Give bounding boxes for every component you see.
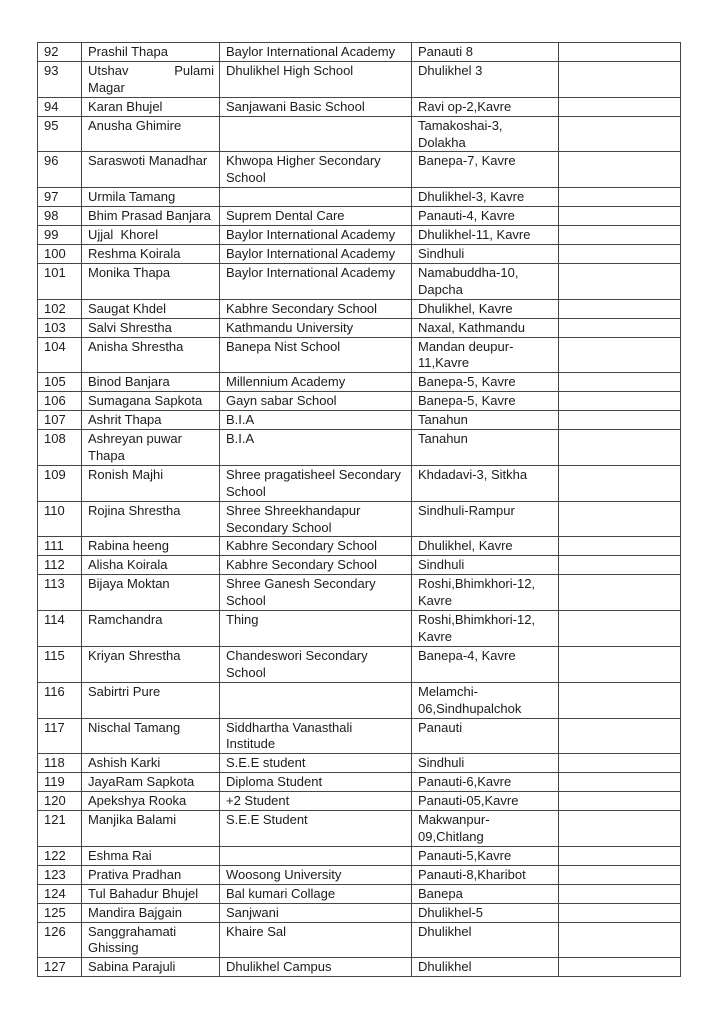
cell-blank xyxy=(559,97,681,116)
cell-school: Dhulikhel Campus xyxy=(220,958,412,977)
cell-number: 99 xyxy=(38,226,82,245)
table-row xyxy=(38,337,681,373)
cell-school: Dhulikhel High School xyxy=(220,61,412,97)
table-row xyxy=(38,97,681,116)
cell-name: Salvi Shrestha xyxy=(82,318,220,337)
cell-blank xyxy=(559,188,681,207)
cell-number: 105 xyxy=(38,373,82,392)
cell-school: Kathmandu University xyxy=(220,318,412,337)
cell-number: 113 xyxy=(38,575,82,611)
cell-school: Kabhre Secondary School xyxy=(220,556,412,575)
cell-name: Nischal Tamang xyxy=(82,718,220,754)
table-row xyxy=(38,646,681,682)
table-row xyxy=(38,811,681,847)
cell-number: 97 xyxy=(38,188,82,207)
cell-name: Ashreyan puwar Thapa xyxy=(82,430,220,466)
cell-school: Millennium Academy xyxy=(220,373,412,392)
table-row xyxy=(38,611,681,647)
cell-blank xyxy=(559,373,681,392)
cell-name: Manjika Balami xyxy=(82,811,220,847)
cell-address: Naxal, Kathmandu xyxy=(412,318,559,337)
roster-table-body xyxy=(38,43,681,977)
cell-address: Tanahun xyxy=(412,411,559,430)
cell-address: Dhulikhel, Kavre xyxy=(412,299,559,318)
table-row xyxy=(38,773,681,792)
table-row xyxy=(38,43,681,62)
cell-name: Ujjal Khorel xyxy=(82,226,220,245)
cell-school: Sanjwani xyxy=(220,903,412,922)
cell-blank xyxy=(559,611,681,647)
cell-blank xyxy=(559,337,681,373)
cell-school: Siddhartha Vanasthali Institude xyxy=(220,718,412,754)
cell-school: Woosong University xyxy=(220,865,412,884)
cell-blank xyxy=(559,537,681,556)
cell-number: 96 xyxy=(38,152,82,188)
cell-address: Panauti-05,Kavre xyxy=(412,792,559,811)
cell-address: Panauti xyxy=(412,718,559,754)
cell-name: Sabina Parajuli xyxy=(82,958,220,977)
cell-blank xyxy=(559,207,681,226)
table-row xyxy=(38,465,681,501)
cell-blank xyxy=(559,718,681,754)
cell-number: 123 xyxy=(38,865,82,884)
cell-address: Panauti 8 xyxy=(412,43,559,62)
cell-name: Kriyan Shrestha xyxy=(82,646,220,682)
cell-name: Prativa Pradhan xyxy=(82,865,220,884)
table-row xyxy=(38,754,681,773)
cell-number: 102 xyxy=(38,299,82,318)
cell-address: Khdadavi-3, Sitkha xyxy=(412,465,559,501)
cell-address: Banepa-4, Kavre xyxy=(412,646,559,682)
cell-school: Shree Ganesh Secondary School xyxy=(220,575,412,611)
cell-blank xyxy=(559,263,681,299)
cell-name: Utshav Pulami Magar xyxy=(82,61,220,97)
roster-table xyxy=(37,42,681,977)
table-row xyxy=(38,556,681,575)
cell-address: Sindhuli xyxy=(412,754,559,773)
cell-blank xyxy=(559,682,681,718)
table-row xyxy=(38,411,681,430)
cell-blank xyxy=(559,299,681,318)
table-row xyxy=(38,430,681,466)
cell-school: Banepa Nist School xyxy=(220,337,412,373)
cell-blank xyxy=(559,43,681,62)
table-row xyxy=(38,718,681,754)
cell-name: Saugat Khdel xyxy=(82,299,220,318)
cell-address: Banepa-7, Kavre xyxy=(412,152,559,188)
cell-number: 119 xyxy=(38,773,82,792)
table-row xyxy=(38,537,681,556)
cell-blank xyxy=(559,556,681,575)
cell-number: 111 xyxy=(38,537,82,556)
cell-name: Tul Bahadur Bhujel xyxy=(82,884,220,903)
cell-school: Baylor International Academy xyxy=(220,244,412,263)
table-row xyxy=(38,884,681,903)
cell-address: Sindhuli xyxy=(412,556,559,575)
cell-school xyxy=(220,846,412,865)
cell-number: 110 xyxy=(38,501,82,537)
cell-school: Shree Shreekhandapur Secondary School xyxy=(220,501,412,537)
cell-name: Saraswoti Manadhar xyxy=(82,152,220,188)
cell-name: Anisha Shrestha xyxy=(82,337,220,373)
table-row xyxy=(38,792,681,811)
cell-blank xyxy=(559,922,681,958)
cell-blank xyxy=(559,116,681,152)
cell-blank xyxy=(559,811,681,847)
table-row xyxy=(38,865,681,884)
table-row xyxy=(38,846,681,865)
cell-address: Melamchi- 06,Sindhupalchok xyxy=(412,682,559,718)
cell-school: B.I.A xyxy=(220,430,412,466)
cell-school: B.I.A xyxy=(220,411,412,430)
table-row xyxy=(38,299,681,318)
cell-blank xyxy=(559,226,681,245)
cell-address: Banepa-5, Kavre xyxy=(412,392,559,411)
cell-number: 93 xyxy=(38,61,82,97)
table-row xyxy=(38,207,681,226)
cell-name: Sanggrahamati Ghissing xyxy=(82,922,220,958)
cell-number: 114 xyxy=(38,611,82,647)
cell-name: Mandira Bajgain xyxy=(82,903,220,922)
table-row xyxy=(38,152,681,188)
cell-school xyxy=(220,682,412,718)
cell-name: Rabina heeng xyxy=(82,537,220,556)
cell-address: Banepa-5, Kavre xyxy=(412,373,559,392)
cell-name: Anusha Ghimire xyxy=(82,116,220,152)
cell-school: Kabhre Secondary School xyxy=(220,537,412,556)
cell-blank xyxy=(559,392,681,411)
cell-blank xyxy=(559,430,681,466)
cell-address: Ravi op-2,Kavre xyxy=(412,97,559,116)
table-row xyxy=(38,318,681,337)
cell-number: 94 xyxy=(38,97,82,116)
cell-number: 104 xyxy=(38,337,82,373)
cell-school: Baylor International Academy xyxy=(220,263,412,299)
cell-number: 127 xyxy=(38,958,82,977)
cell-address: Dhulikhel-5 xyxy=(412,903,559,922)
cell-name: Apekshya Rooka xyxy=(82,792,220,811)
cell-blank xyxy=(559,318,681,337)
table-row xyxy=(38,501,681,537)
cell-number: 115 xyxy=(38,646,82,682)
cell-address: Sindhuli xyxy=(412,244,559,263)
cell-school: Khaire Sal xyxy=(220,922,412,958)
cell-number: 103 xyxy=(38,318,82,337)
cell-name: Prashil Thapa xyxy=(82,43,220,62)
cell-address: Mandan deupur- 11,Kavre xyxy=(412,337,559,373)
cell-blank xyxy=(559,884,681,903)
cell-number: 101 xyxy=(38,263,82,299)
cell-number: 109 xyxy=(38,465,82,501)
cell-name: Ashish Karki xyxy=(82,754,220,773)
cell-address: Dhulikhel-3, Kavre xyxy=(412,188,559,207)
cell-name: Bhim Prasad Banjara xyxy=(82,207,220,226)
cell-blank xyxy=(559,465,681,501)
cell-address: Roshi,Bhimkhori-12, Kavre xyxy=(412,611,559,647)
cell-name: Ashrit Thapa xyxy=(82,411,220,430)
cell-number: 125 xyxy=(38,903,82,922)
cell-school: S.E.E Student xyxy=(220,811,412,847)
cell-school: S.E.E student xyxy=(220,754,412,773)
cell-school: Bal kumari Collage xyxy=(220,884,412,903)
cell-number: 124 xyxy=(38,884,82,903)
cell-name: Sabirtri Pure xyxy=(82,682,220,718)
cell-number: 116 xyxy=(38,682,82,718)
cell-school: Thing xyxy=(220,611,412,647)
cell-number: 92 xyxy=(38,43,82,62)
cell-name: Ronish Majhi xyxy=(82,465,220,501)
cell-blank xyxy=(559,903,681,922)
cell-school: Gayn sabar School xyxy=(220,392,412,411)
table-row xyxy=(38,244,681,263)
table-row xyxy=(38,61,681,97)
cell-school: Chandeswori Secondary School xyxy=(220,646,412,682)
cell-name: Reshma Koirala xyxy=(82,244,220,263)
cell-address: Dhulikhel, Kavre xyxy=(412,537,559,556)
cell-address: Panauti-4, Kavre xyxy=(412,207,559,226)
cell-name: Urmila Tamang xyxy=(82,188,220,207)
table-row xyxy=(38,392,681,411)
cell-address: Dhulikhel xyxy=(412,958,559,977)
table-row xyxy=(38,903,681,922)
cell-name: Sumagana Sapkota xyxy=(82,392,220,411)
table-row xyxy=(38,922,681,958)
table-row xyxy=(38,958,681,977)
cell-number: 121 xyxy=(38,811,82,847)
cell-blank xyxy=(559,773,681,792)
cell-blank xyxy=(559,958,681,977)
cell-blank xyxy=(559,754,681,773)
cell-number: 100 xyxy=(38,244,82,263)
table-row xyxy=(38,226,681,245)
cell-address: Dhulikhel 3 xyxy=(412,61,559,97)
table-row xyxy=(38,263,681,299)
cell-blank xyxy=(559,575,681,611)
cell-blank xyxy=(559,865,681,884)
cell-school: Khwopa Higher Secondary School xyxy=(220,152,412,188)
cell-address: Namabuddha-10, Dapcha xyxy=(412,263,559,299)
cell-school: Kabhre Secondary School xyxy=(220,299,412,318)
cell-address: Dhulikhel xyxy=(412,922,559,958)
cell-name: Rojina Shrestha xyxy=(82,501,220,537)
cell-blank xyxy=(559,244,681,263)
cell-school: +2 Student xyxy=(220,792,412,811)
cell-school: Diploma Student xyxy=(220,773,412,792)
cell-number: 95 xyxy=(38,116,82,152)
cell-address: Makwanpur- 09,Chitlang xyxy=(412,811,559,847)
table-row xyxy=(38,373,681,392)
cell-school: Sanjawani Basic School xyxy=(220,97,412,116)
table-row xyxy=(38,575,681,611)
cell-school: Baylor International Academy xyxy=(220,226,412,245)
cell-address: Sindhuli-Rampur xyxy=(412,501,559,537)
cell-blank xyxy=(559,152,681,188)
cell-blank xyxy=(559,846,681,865)
cell-number: 126 xyxy=(38,922,82,958)
cell-name: JayaRam Sapkota xyxy=(82,773,220,792)
table-row xyxy=(38,188,681,207)
cell-address: Roshi,Bhimkhori-12, Kavre xyxy=(412,575,559,611)
cell-number: 118 xyxy=(38,754,82,773)
cell-name: Ramchandra xyxy=(82,611,220,647)
cell-number: 122 xyxy=(38,846,82,865)
cell-blank xyxy=(559,61,681,97)
cell-address: Tamakoshai-3, Dolakha xyxy=(412,116,559,152)
cell-number: 108 xyxy=(38,430,82,466)
cell-number: 107 xyxy=(38,411,82,430)
cell-address: Panauti-8,Kharibot xyxy=(412,865,559,884)
cell-school: Suprem Dental Care xyxy=(220,207,412,226)
cell-number: 98 xyxy=(38,207,82,226)
cell-number: 106 xyxy=(38,392,82,411)
cell-number: 117 xyxy=(38,718,82,754)
table-row xyxy=(38,682,681,718)
cell-school xyxy=(220,116,412,152)
cell-address: Panauti-5,Kavre xyxy=(412,846,559,865)
table-row xyxy=(38,116,681,152)
cell-name: Monika Thapa xyxy=(82,263,220,299)
cell-number: 120 xyxy=(38,792,82,811)
cell-school: Shree pragatisheel Secondary School xyxy=(220,465,412,501)
cell-blank xyxy=(559,411,681,430)
cell-blank xyxy=(559,646,681,682)
cell-address: Banepa xyxy=(412,884,559,903)
cell-name: Karan Bhujel xyxy=(82,97,220,116)
cell-address: Dhulikhel-11, Kavre xyxy=(412,226,559,245)
cell-number: 112 xyxy=(38,556,82,575)
cell-blank xyxy=(559,792,681,811)
cell-school xyxy=(220,188,412,207)
cell-blank xyxy=(559,501,681,537)
cell-name: Alisha Koirala xyxy=(82,556,220,575)
cell-address: Panauti-6,Kavre xyxy=(412,773,559,792)
cell-address: Tanahun xyxy=(412,430,559,466)
cell-name: Bijaya Moktan xyxy=(82,575,220,611)
cell-school: Baylor International Academy xyxy=(220,43,412,62)
cell-name: Binod Banjara xyxy=(82,373,220,392)
cell-name: Eshma Rai xyxy=(82,846,220,865)
